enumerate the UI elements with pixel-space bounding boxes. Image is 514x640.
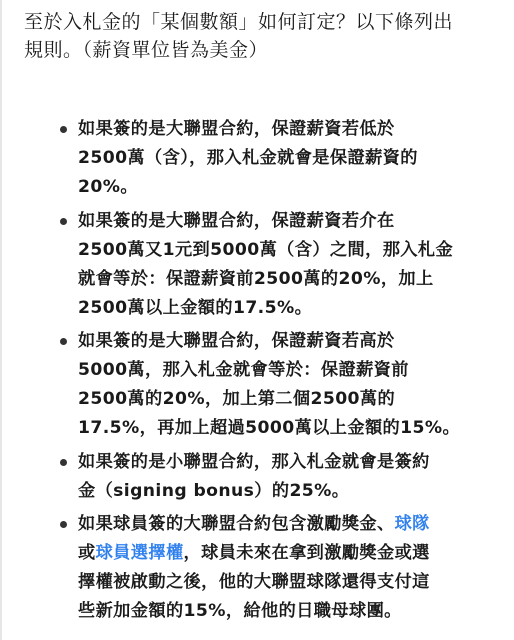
bullet-icon xyxy=(60,521,67,528)
rule-line: 2500萬以上金額的17.5%。 xyxy=(78,297,313,318)
rule-text xyxy=(78,448,510,506)
rule-item-1 xyxy=(20,115,510,202)
rule-line: 就會等於：保證薪資前2500萬的20%，加上 xyxy=(78,268,434,289)
rule-line: 金（signing bonus）的25%。 xyxy=(78,480,350,501)
rule-text xyxy=(78,115,510,202)
rule-line: 2500萬（含），那入札金就會是保證薪資的 xyxy=(78,148,418,168)
rule-line-suffix: ，球員未來在拿到激勵獎金或選 xyxy=(183,543,430,563)
rule-line xyxy=(78,539,510,568)
rule-line: 20%。 xyxy=(78,177,138,197)
rule-text xyxy=(78,510,510,626)
left-border xyxy=(0,0,2,640)
rule-line: 5000萬，那入札金就會等於：保證薪資前 xyxy=(78,360,409,380)
link-player-option[interactable]: 球員選擇權 xyxy=(95,543,184,563)
rule-line: 擇權被啟動之後，他的大聯盟球隊還得支付這 xyxy=(78,572,430,592)
rule-item-4 xyxy=(20,448,510,506)
rule-line: 些新加金額的15%，給他的日職母球團。 xyxy=(78,601,402,621)
rule-line: 17.5%，再加上超過5000萬以上金額的15%。 xyxy=(78,418,461,438)
rule-line: 如果簽的是大聯盟合約，保證薪資若低於 xyxy=(78,119,395,139)
link-team[interactable]: 球隊 xyxy=(394,514,430,534)
rule-item-2 xyxy=(20,207,510,323)
rule-item-5 xyxy=(20,510,510,626)
rule-item-3 xyxy=(20,327,510,443)
bullet-icon xyxy=(60,459,67,466)
rule-line: 如果簽的是小聯盟合約，那入札金就會是簽約 xyxy=(78,451,430,472)
intro-line-1: 至於入札金的「某個數額」如何訂定？以下條列出 xyxy=(24,11,454,33)
rule-line-prefix: 或 xyxy=(78,543,96,563)
bullet-icon xyxy=(60,126,67,133)
intro-paragraph xyxy=(24,8,508,64)
rule-text xyxy=(78,327,510,443)
rule-line: 如果簽的是大聯盟合約，保證薪資若高於 xyxy=(78,331,395,351)
rule-line: 2500萬的20%，加上第二個2500萬的 xyxy=(78,389,396,409)
rule-line: 如果簽的是大聯盟合約，保證薪資若介在 xyxy=(78,210,395,231)
rule-line xyxy=(78,510,510,539)
rule-text xyxy=(78,207,510,323)
bullet-icon xyxy=(60,338,67,345)
rules-list xyxy=(20,115,510,631)
rule-line: 2500萬又1元到5000萬（含）之間，那入札金 xyxy=(78,239,454,260)
bullet-icon xyxy=(60,218,67,225)
rule-line-prefix: 如果球員簽的大聯盟合約包含激勵獎金、 xyxy=(78,514,395,534)
intro-line-2: 規則。（薪資單位皆為美金） xyxy=(24,39,269,61)
